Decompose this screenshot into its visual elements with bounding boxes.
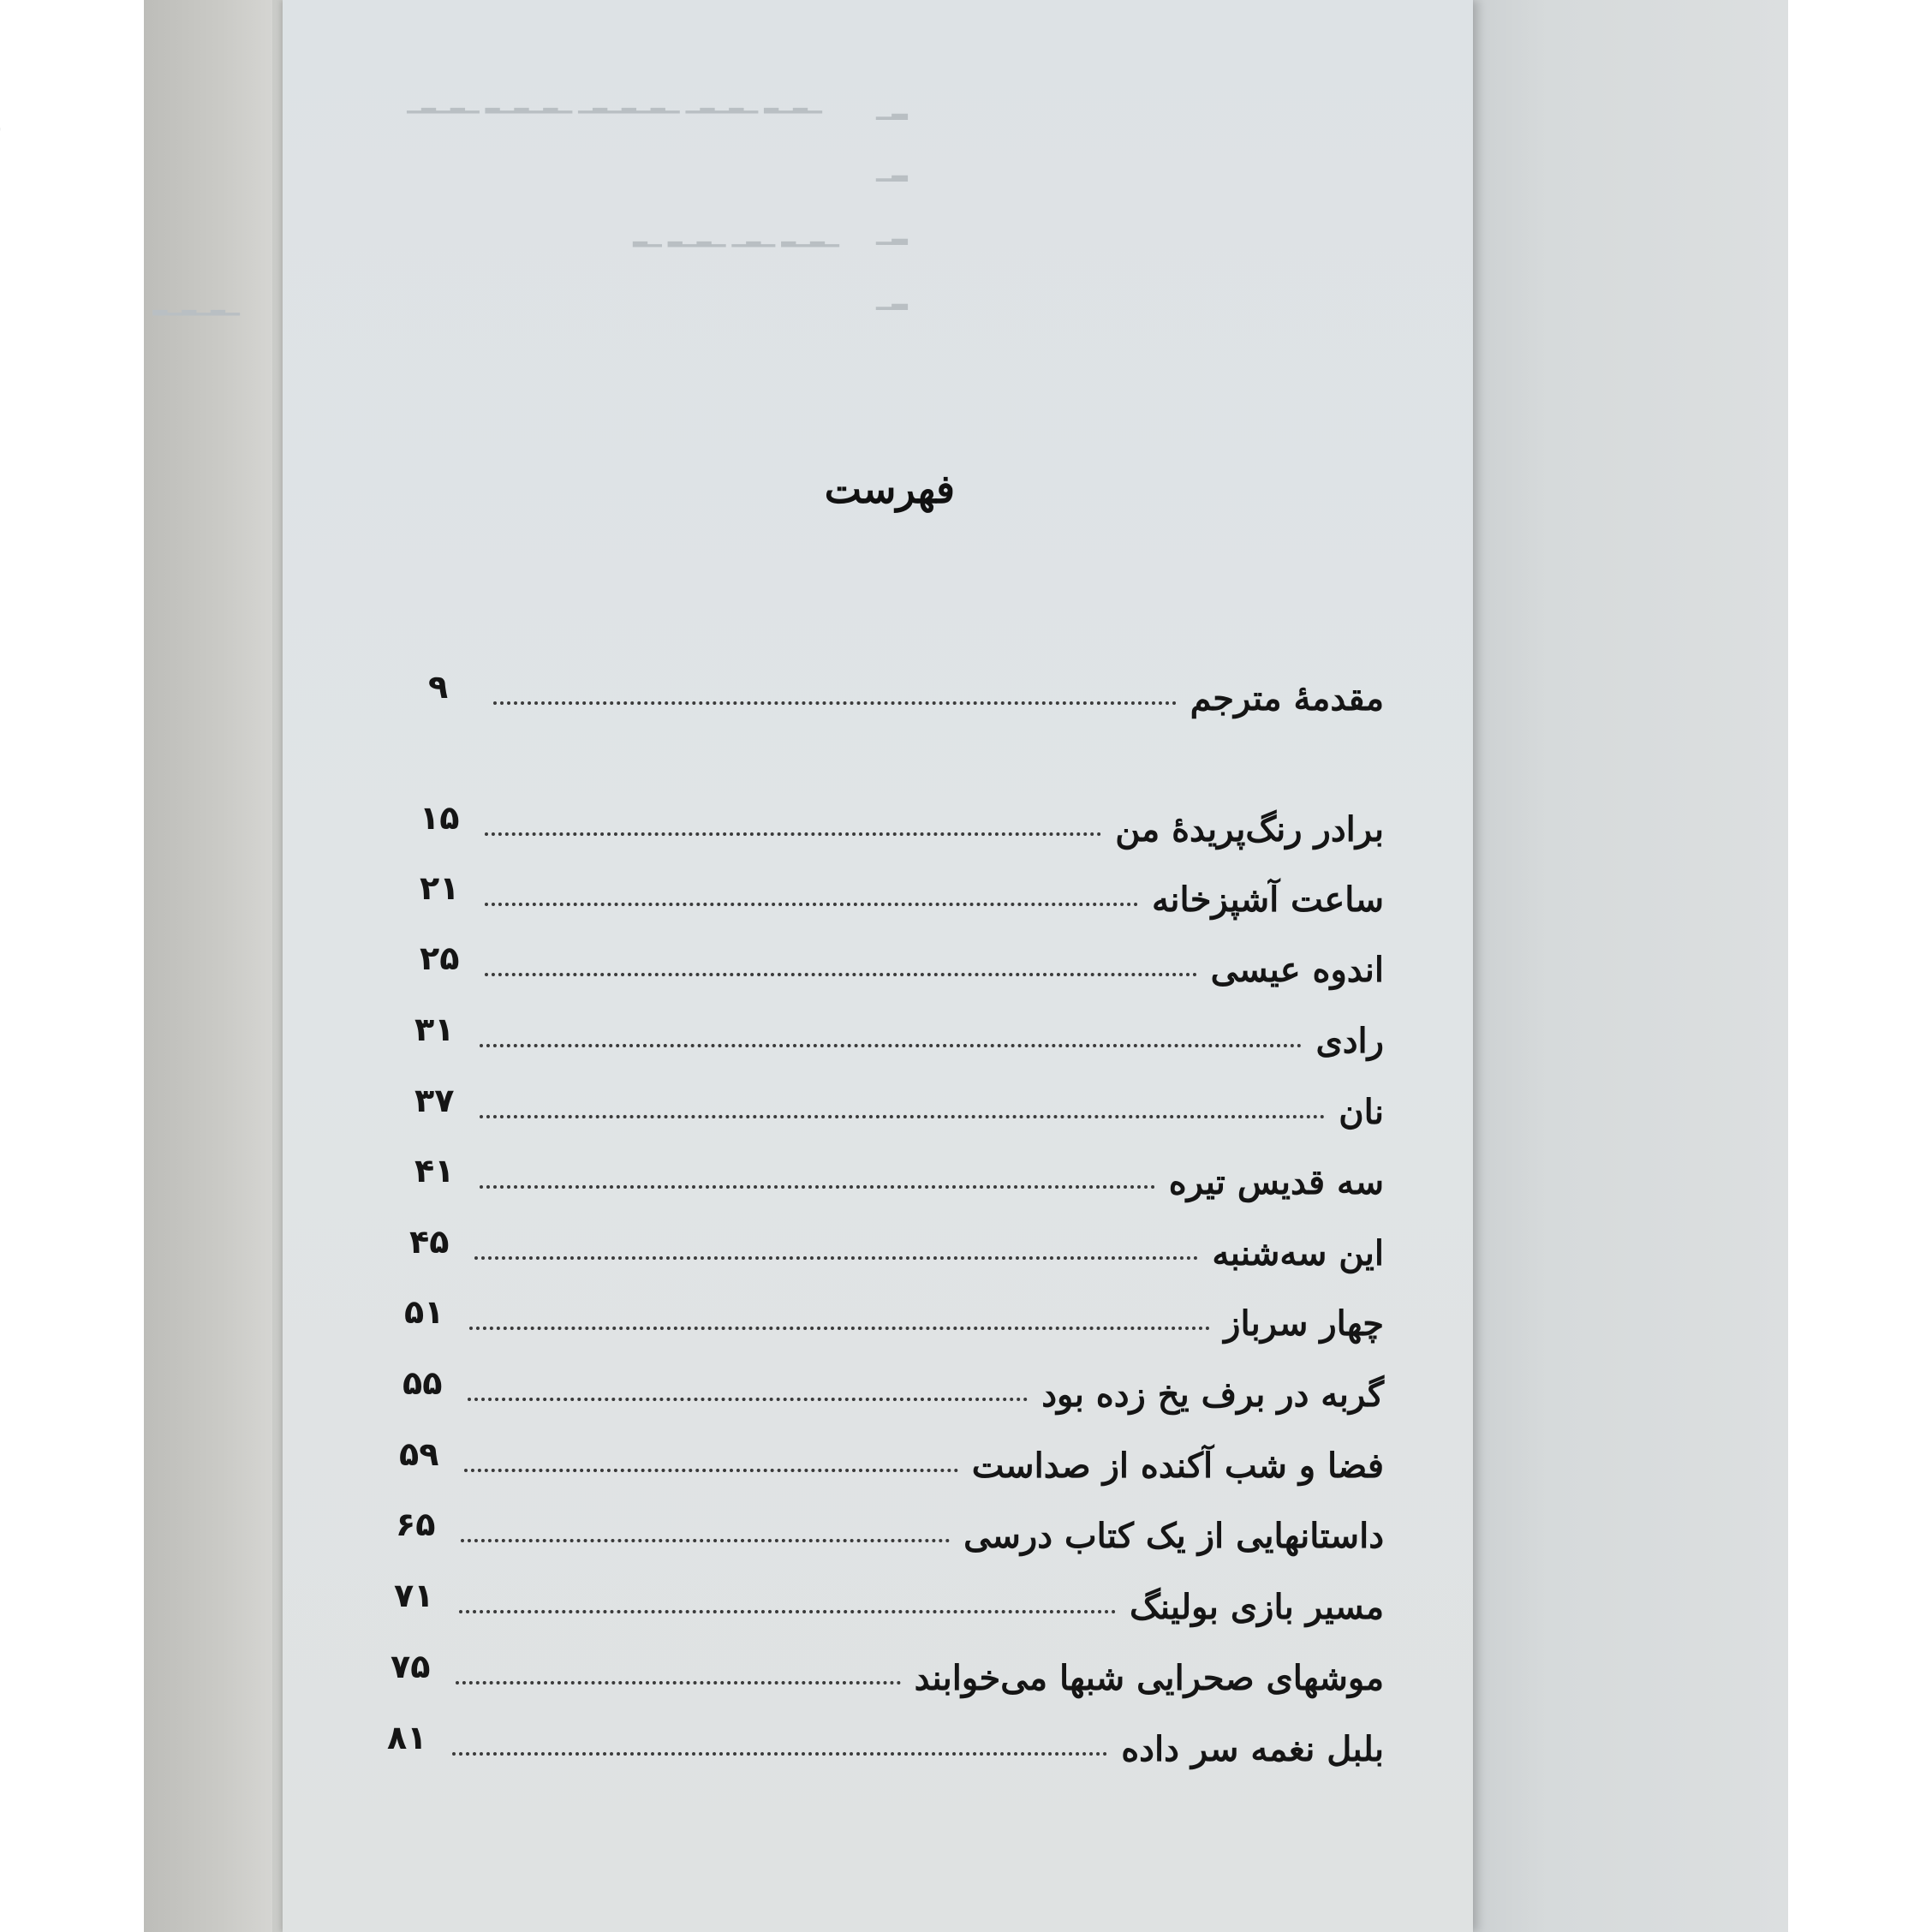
toc-entry-title: مسیر بازی بولینگ	[1130, 1587, 1384, 1627]
toc-entry	[414, 1011, 1384, 1076]
toc-entry-title: گربه در برف یخ زده بود	[1041, 1374, 1384, 1415]
toc-entry-title: برادر رنگ‌پریدهٔ من	[1115, 809, 1384, 850]
bleed-through-number: ▁▂	[876, 286, 908, 310]
toc-entry	[387, 1719, 1384, 1784]
dot-leader	[485, 903, 1138, 906]
toc-entry	[420, 939, 1384, 1005]
bleed-through-number: ▁▂	[876, 221, 908, 245]
toc-entry	[414, 1082, 1384, 1147]
toc-entry	[394, 1577, 1384, 1642]
toc-entry-page-number: ۴۵	[409, 1223, 450, 1261]
toc-entry	[409, 1223, 1384, 1288]
dot-leader	[461, 1539, 950, 1542]
toc-entry-title: مقدمهٔ مترجم	[1190, 678, 1384, 719]
toc-entry-page-number: ۴۱	[414, 1152, 455, 1190]
toc-entry-page-number: ۷۵	[391, 1648, 431, 1685]
toc-entry-title: بلبل نغمه سر داده	[1121, 1729, 1384, 1769]
left-surface	[144, 0, 272, 1932]
bleed-through-number: ▁▂	[876, 96, 908, 120]
toc-entry-page-number: ۱۵	[420, 799, 460, 837]
dot-leader	[459, 1610, 1116, 1613]
toc-entry-title: چهار سرباز	[1224, 1303, 1384, 1344]
toc-entry	[420, 799, 1384, 864]
dot-leader	[480, 1115, 1325, 1118]
dot-leader	[480, 1185, 1155, 1189]
toc-entry-title: داستانهایی از یک کتاب درسی	[963, 1516, 1384, 1556]
toc-entry-page-number: ۹	[428, 668, 449, 706]
toc-entry-title: موشهای صحرایی شبها می‌خوابند	[914, 1658, 1384, 1698]
toc-entry-page-number: ۶۵	[396, 1506, 436, 1543]
toc-title: فهرست	[824, 466, 955, 512]
toc-entry-title: ساعت آشپزخانه	[1151, 880, 1384, 920]
bleed-through-number: ▁▂	[876, 158, 908, 182]
toc-entry	[391, 1648, 1384, 1713]
toc-entry-page-number: ۳۱	[414, 1011, 455, 1048]
dot-leader	[452, 1752, 1107, 1756]
toc-entry	[414, 1152, 1384, 1217]
toc-entry-title: فضا و شب آکنده از صداست	[971, 1446, 1384, 1486]
dot-leader	[480, 1044, 1302, 1047]
toc-entry	[404, 1293, 1384, 1358]
dot-leader	[469, 1327, 1210, 1330]
toc-entry	[396, 1506, 1384, 1571]
toc-entry-page-number: ۵۱	[404, 1293, 444, 1331]
toc-entry	[402, 1364, 1384, 1429]
dot-leader	[493, 701, 1177, 705]
toc-entry	[399, 1435, 1384, 1500]
facing-page	[1446, 0, 1788, 1932]
toc-entry-page-number: ۵۹	[399, 1435, 439, 1473]
toc-entry-page-number: ۷۱	[394, 1577, 434, 1614]
dot-leader	[474, 1256, 1198, 1260]
bleed-through-text: ▁▂▁▂▁▂	[152, 295, 240, 316]
dot-leader	[485, 832, 1101, 836]
toc-entry	[428, 668, 1384, 733]
toc-entry-title: نان	[1339, 1092, 1384, 1132]
toc-entry-title: سه قدیس تیره	[1168, 1162, 1384, 1202]
toc-entry-title: رادی	[1315, 1021, 1384, 1061]
dot-leader	[464, 1469, 958, 1472]
toc-entry	[420, 869, 1384, 934]
toc-entry-title: این سه‌شنبه	[1212, 1233, 1384, 1273]
toc-entry-page-number: ۳۷	[414, 1082, 455, 1119]
toc-entry-title: اندوه عیسی	[1210, 950, 1384, 990]
toc-entry-page-number: ۸۱	[387, 1719, 427, 1756]
dot-leader	[456, 1681, 901, 1685]
toc-entry-page-number: ۲۵	[420, 939, 460, 977]
bleed-through-text: ▁▂▁▂ ▁▂▁ ▁▂▁▂ ▁▂	[633, 226, 839, 247]
dot-leader	[468, 1398, 1028, 1401]
bleed-through-text: ▁▂▁▂ ▁▂▁▂▁ ▁▂▁▂▁▂▁ ▁▂▁▂▁▂ ▁▂▁▂▁	[407, 92, 822, 114]
toc-entry-page-number: ۲۱	[420, 869, 460, 907]
toc-entry-page-number: ۵۵	[402, 1364, 443, 1402]
dot-leader	[485, 973, 1197, 976]
